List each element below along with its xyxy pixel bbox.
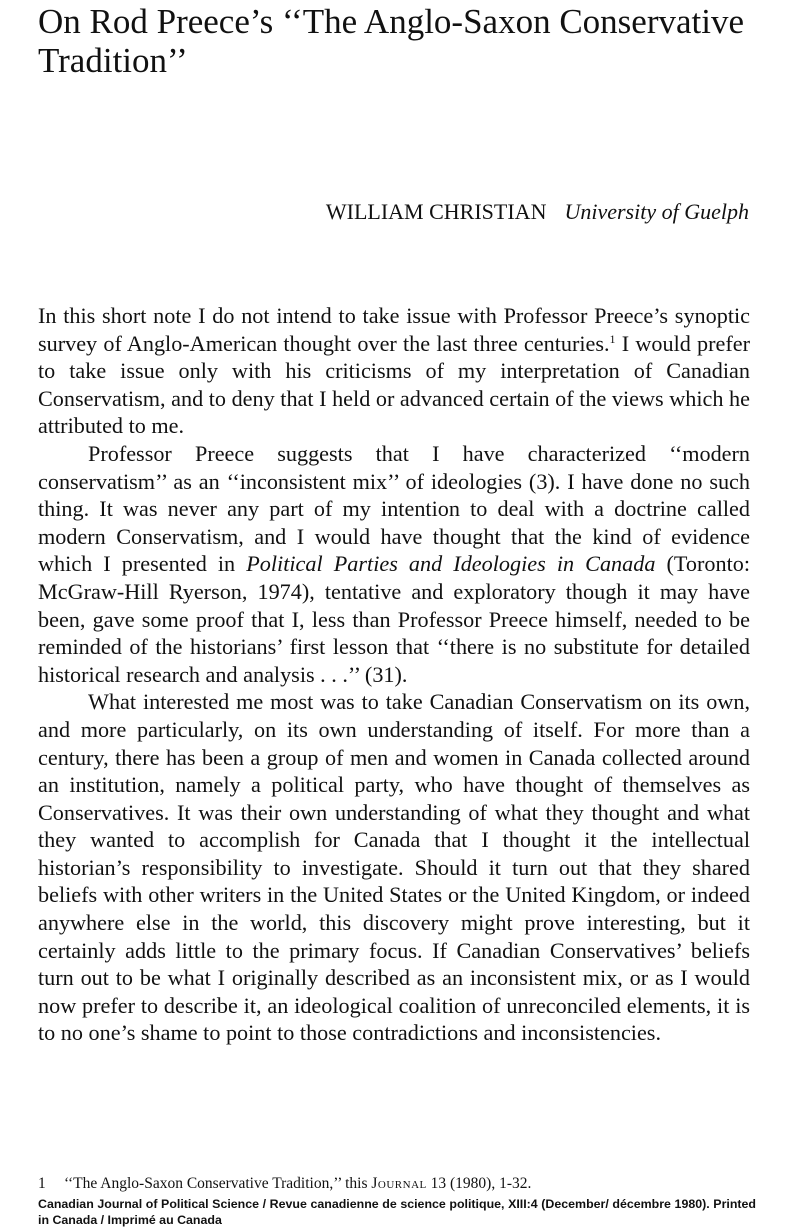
footnote-ref-1: 1 (609, 331, 616, 346)
article-body (38, 302, 750, 1047)
paragraph-2 (38, 440, 750, 688)
paragraph-1 (38, 302, 750, 440)
footnote-number: 1 (38, 1175, 46, 1192)
footnote (38, 1174, 778, 1194)
footnote-text-b: 13 (1980), 1-32. (426, 1175, 532, 1192)
paragraph-1-text-b: I would prefer to take issue only with his criticisms of my interpretation of Canadian Conservatism, and to deny that I held or advanced certain of the views which he attributed to me. (38, 330, 750, 439)
author-name: WILLIAM CHRISTIAN (325, 199, 547, 224)
paragraph-2-text-b: (Toronto: McGraw-Hill Ryerson, 1974), tentative and exploratory though it may have been, gave some proof that I, less than Professor Preece himself, needed to be reminded of the historians’ first lesson that ‘‘there is no substitute for detailed historical research and analysis . . .’’ (31). (38, 551, 751, 687)
author-affiliation: University of Guelph (564, 199, 749, 224)
byline (326, 198, 749, 226)
footnote-journal: Journal (371, 1175, 427, 1192)
journal-imprint: Canadian Journal of Political Science / Revue canadienne de science politique, XIII:4 (December/ décembre 1980). Printed in Canada / Imprimé au Canada (38, 1197, 756, 1227)
article-title: On Rod Preece’s ‘‘The Anglo-Saxon Conservative Tradition’’ (38, 2, 744, 80)
paragraph-1-text-a: In this short note I do not intend to take issue with Professor Preece’s synoptic survey of Anglo-American thought over the last three centuries. (38, 303, 750, 356)
paragraph-2-text-a: Professor Preece suggests that I have characterized ‘‘modern conservatism’’ as an ‘‘inconsistent mix’’ of ideologies (3). I have done no such thing. It was never any part of my intention to deal with a doctrine called modern Conservatism, and I would have thought that the kind of evidence which I presented in (38, 440, 750, 577)
footnote-text-a: ‘‘The Anglo-Saxon Conservative Tradition,’’ this (64, 1175, 372, 1192)
paragraph-3: What interested me most was to take Canadian Conservatism on its own, and more particularly, on its own understanding of itself. For more than a century, there has been a group of men and women in Canada collected around an institution, namely a political party, who have thought of themselves as Conservatives. It was their own understanding of what they thought and what they wanted to accomplish for Canada that I thought it the intellectual historian’s responsibility to investigate. Should it turn out that they shared beliefs with other writers in the United States or the United Kingdom, or indeed anywhere else in the world, this discovery might prove interesting, but it certainly adds little to the primary focus. If Canadian Conservatives’ beliefs turn out to be what I originally described as an inconsistent mix, or as I would now prefer to describe it, an ideological coalition of unreconciled elements, it is to no one’s shame to point to those contradictions and inconsistencies. (38, 689, 750, 1046)
book-title: Political Parties and Ideologies in Canada (246, 551, 656, 577)
